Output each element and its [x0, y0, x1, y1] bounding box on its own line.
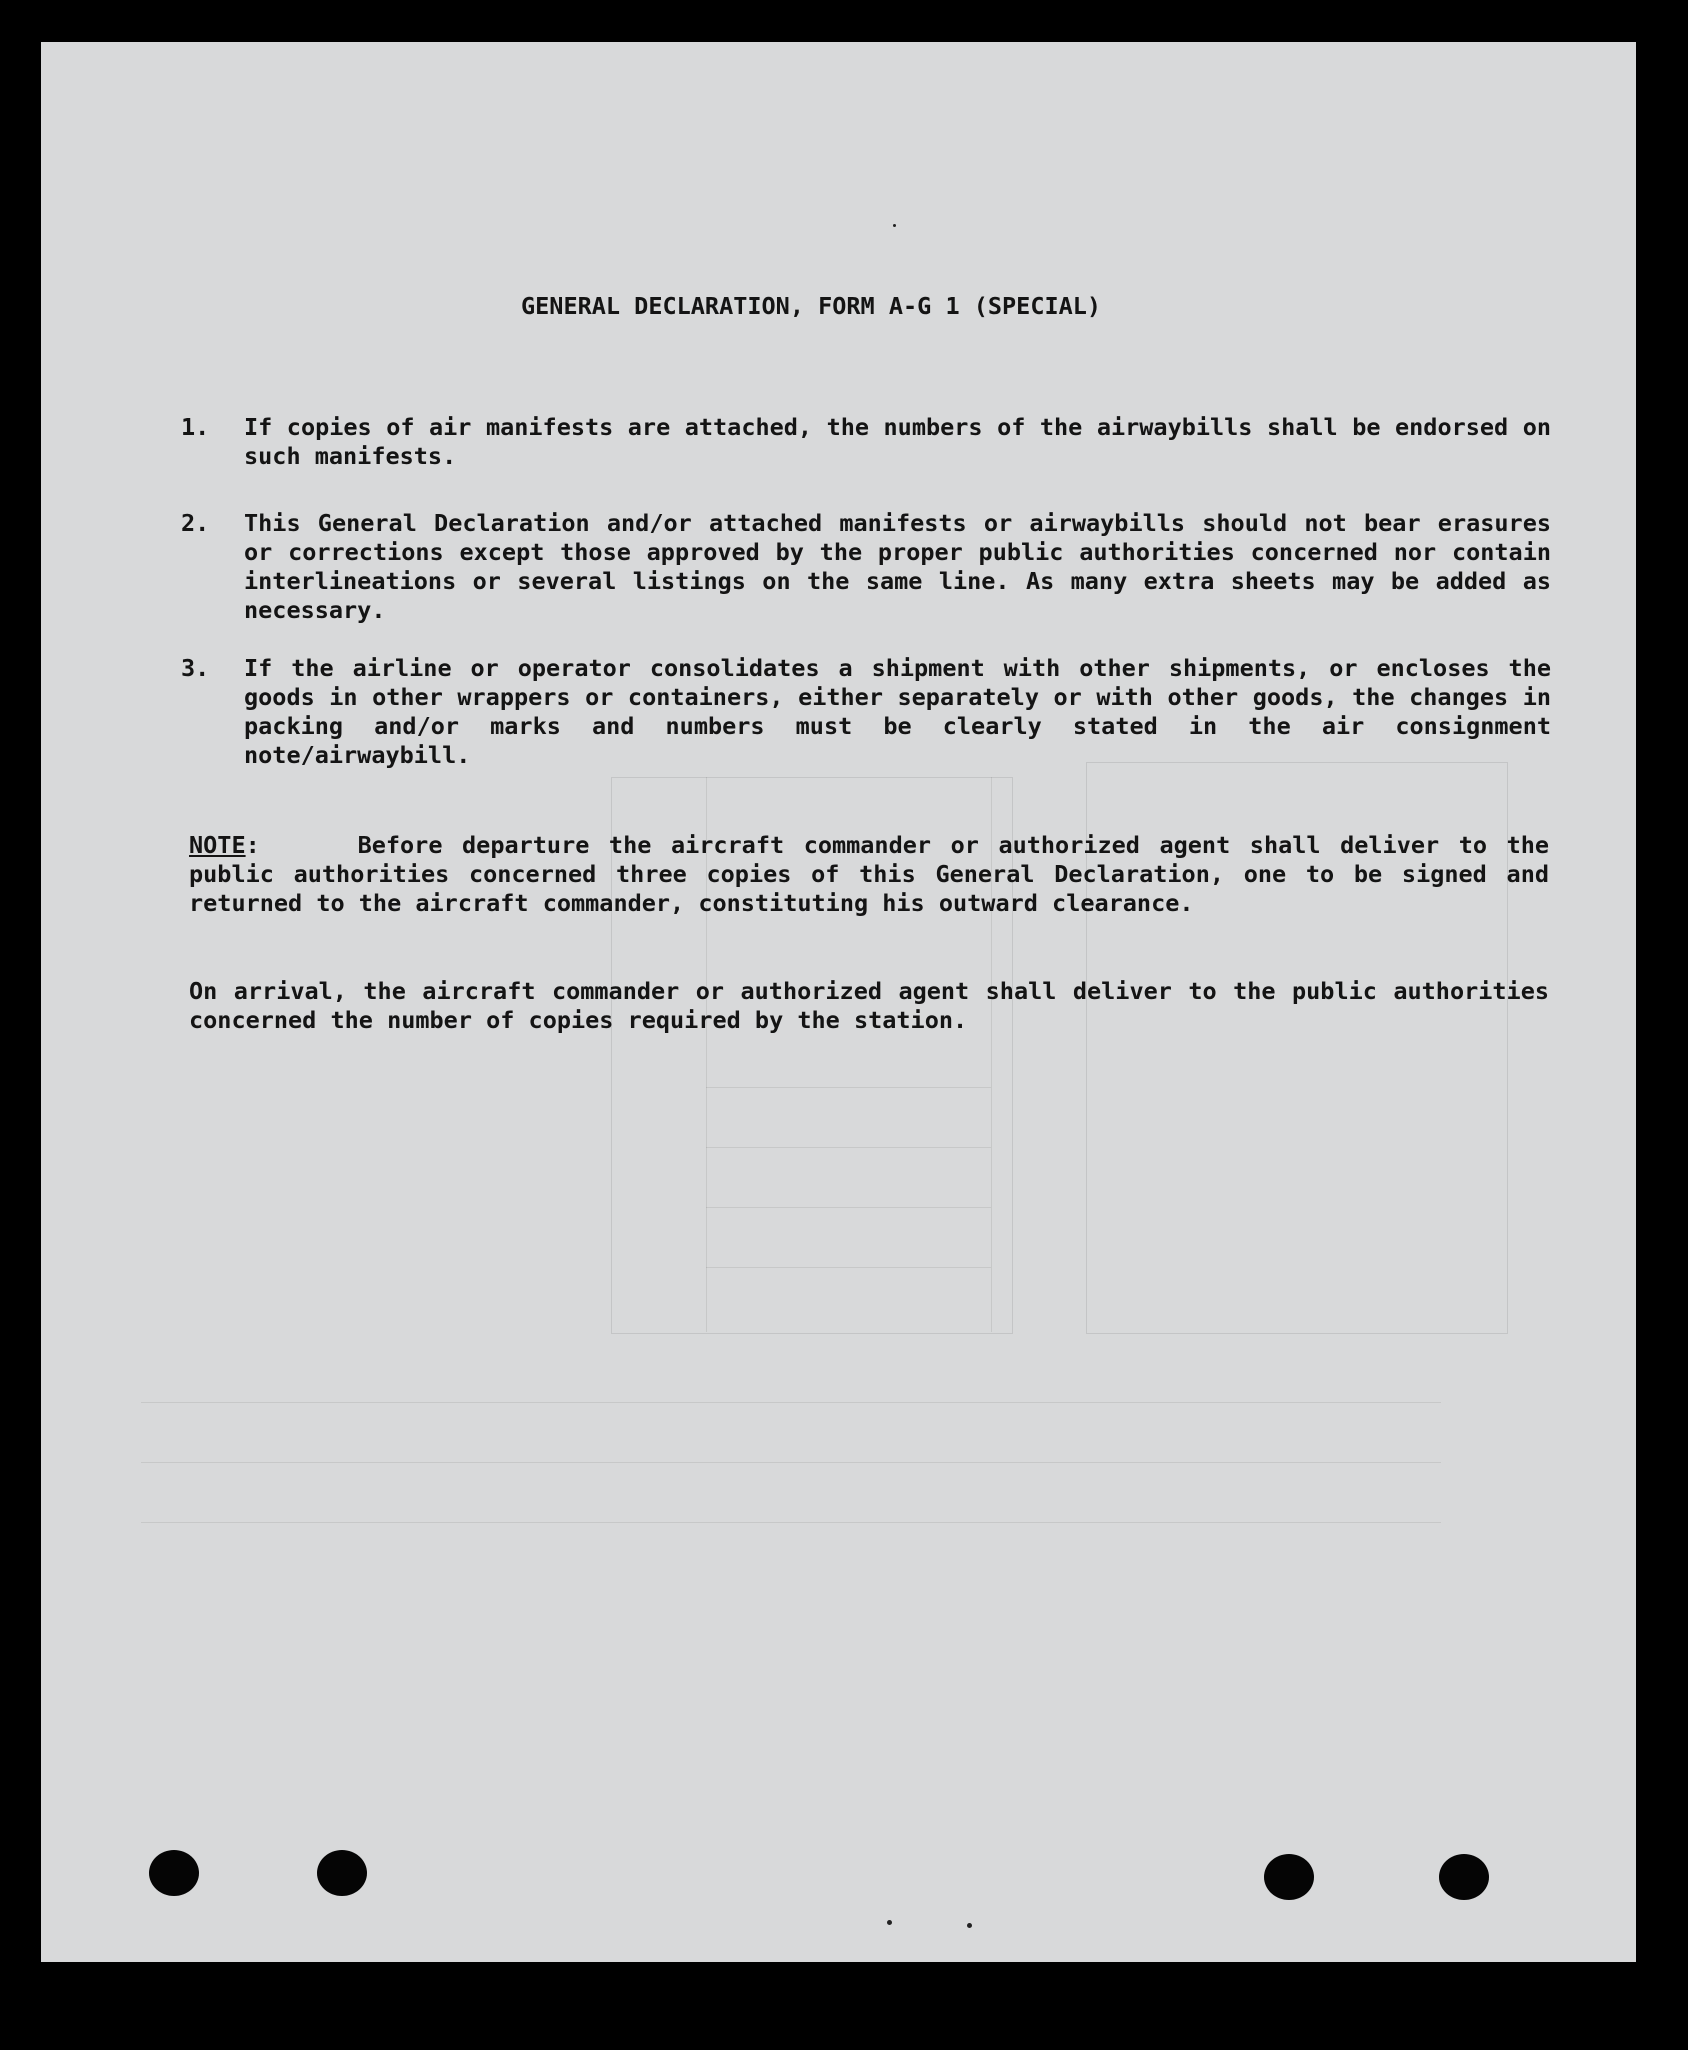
- paper-speck: [967, 1923, 972, 1928]
- arrival-paragraph: On arrival, the aircraft commander or authorized agent shall deliver to the public authorities concerned the number of copies required by the station.: [189, 977, 1549, 1034]
- bleed-through-rule: [706, 1267, 991, 1268]
- punch-hole: [149, 1850, 199, 1896]
- paper-speck: [893, 224, 896, 227]
- instruction-item: [181, 509, 1551, 625]
- instruction-item: [181, 654, 1551, 770]
- bleed-through-rule: [706, 1147, 991, 1148]
- punch-hole: [317, 1850, 367, 1896]
- punch-hole: [1439, 1854, 1489, 1900]
- note-label: NOTE: [189, 831, 246, 859]
- instruction-text: If the airline or operator consolidates a shipment with other shipments, or encloses the goods in other wrappers or containers, either separately or with other goods, the changes in packing and/or marks and numbers must be clearly stated in the air consignment note/airwaybill.: [244, 654, 1551, 769]
- punch-hole: [1264, 1854, 1314, 1900]
- document-page: [41, 42, 1636, 1962]
- bleed-through-rule: [141, 1402, 1441, 1403]
- paper-speck: [887, 1920, 892, 1925]
- note-text: Before departure the aircraft commander or authorized agent shall deliver to the public authorities concerned three copies of this General Declaration, one to be signed and returned to the aircraft commander, constituting his outward clearance.: [189, 831, 1550, 917]
- bleed-through-rule: [141, 1462, 1441, 1463]
- document-title: GENERAL DECLARATION, FORM A-G 1 (SPECIAL): [521, 292, 1102, 320]
- instruction-number: 1.: [181, 413, 210, 441]
- instruction-text: If copies of air manifests are attached, the numbers of the airwaybills shall be endorsed on such manifests.: [244, 413, 1551, 470]
- bleed-through-rule: [706, 1087, 991, 1088]
- instruction-number: 3.: [181, 654, 210, 682]
- instruction-item: [181, 413, 1551, 471]
- bleed-through-rule: [706, 1207, 991, 1208]
- bleed-through-rule: [141, 1522, 1441, 1523]
- instruction-text: This General Declaration and/or attached manifests or airwaybills should not bear erasures or corrections except those approved by the proper public authorities concerned nor contain interlineations or several listings on the same line. As many extra sheets may be added as necessary.: [244, 509, 1551, 624]
- note-paragraph: NOTE: Before departure the aircraft commander or authorized agent shall deliver to the public authorities concerned three copies of this General Declaration, one to be signed and returned to the aircraft commander, constituting his outward clearance.: [189, 831, 1550, 917]
- instruction-number: 2.: [181, 509, 210, 537]
